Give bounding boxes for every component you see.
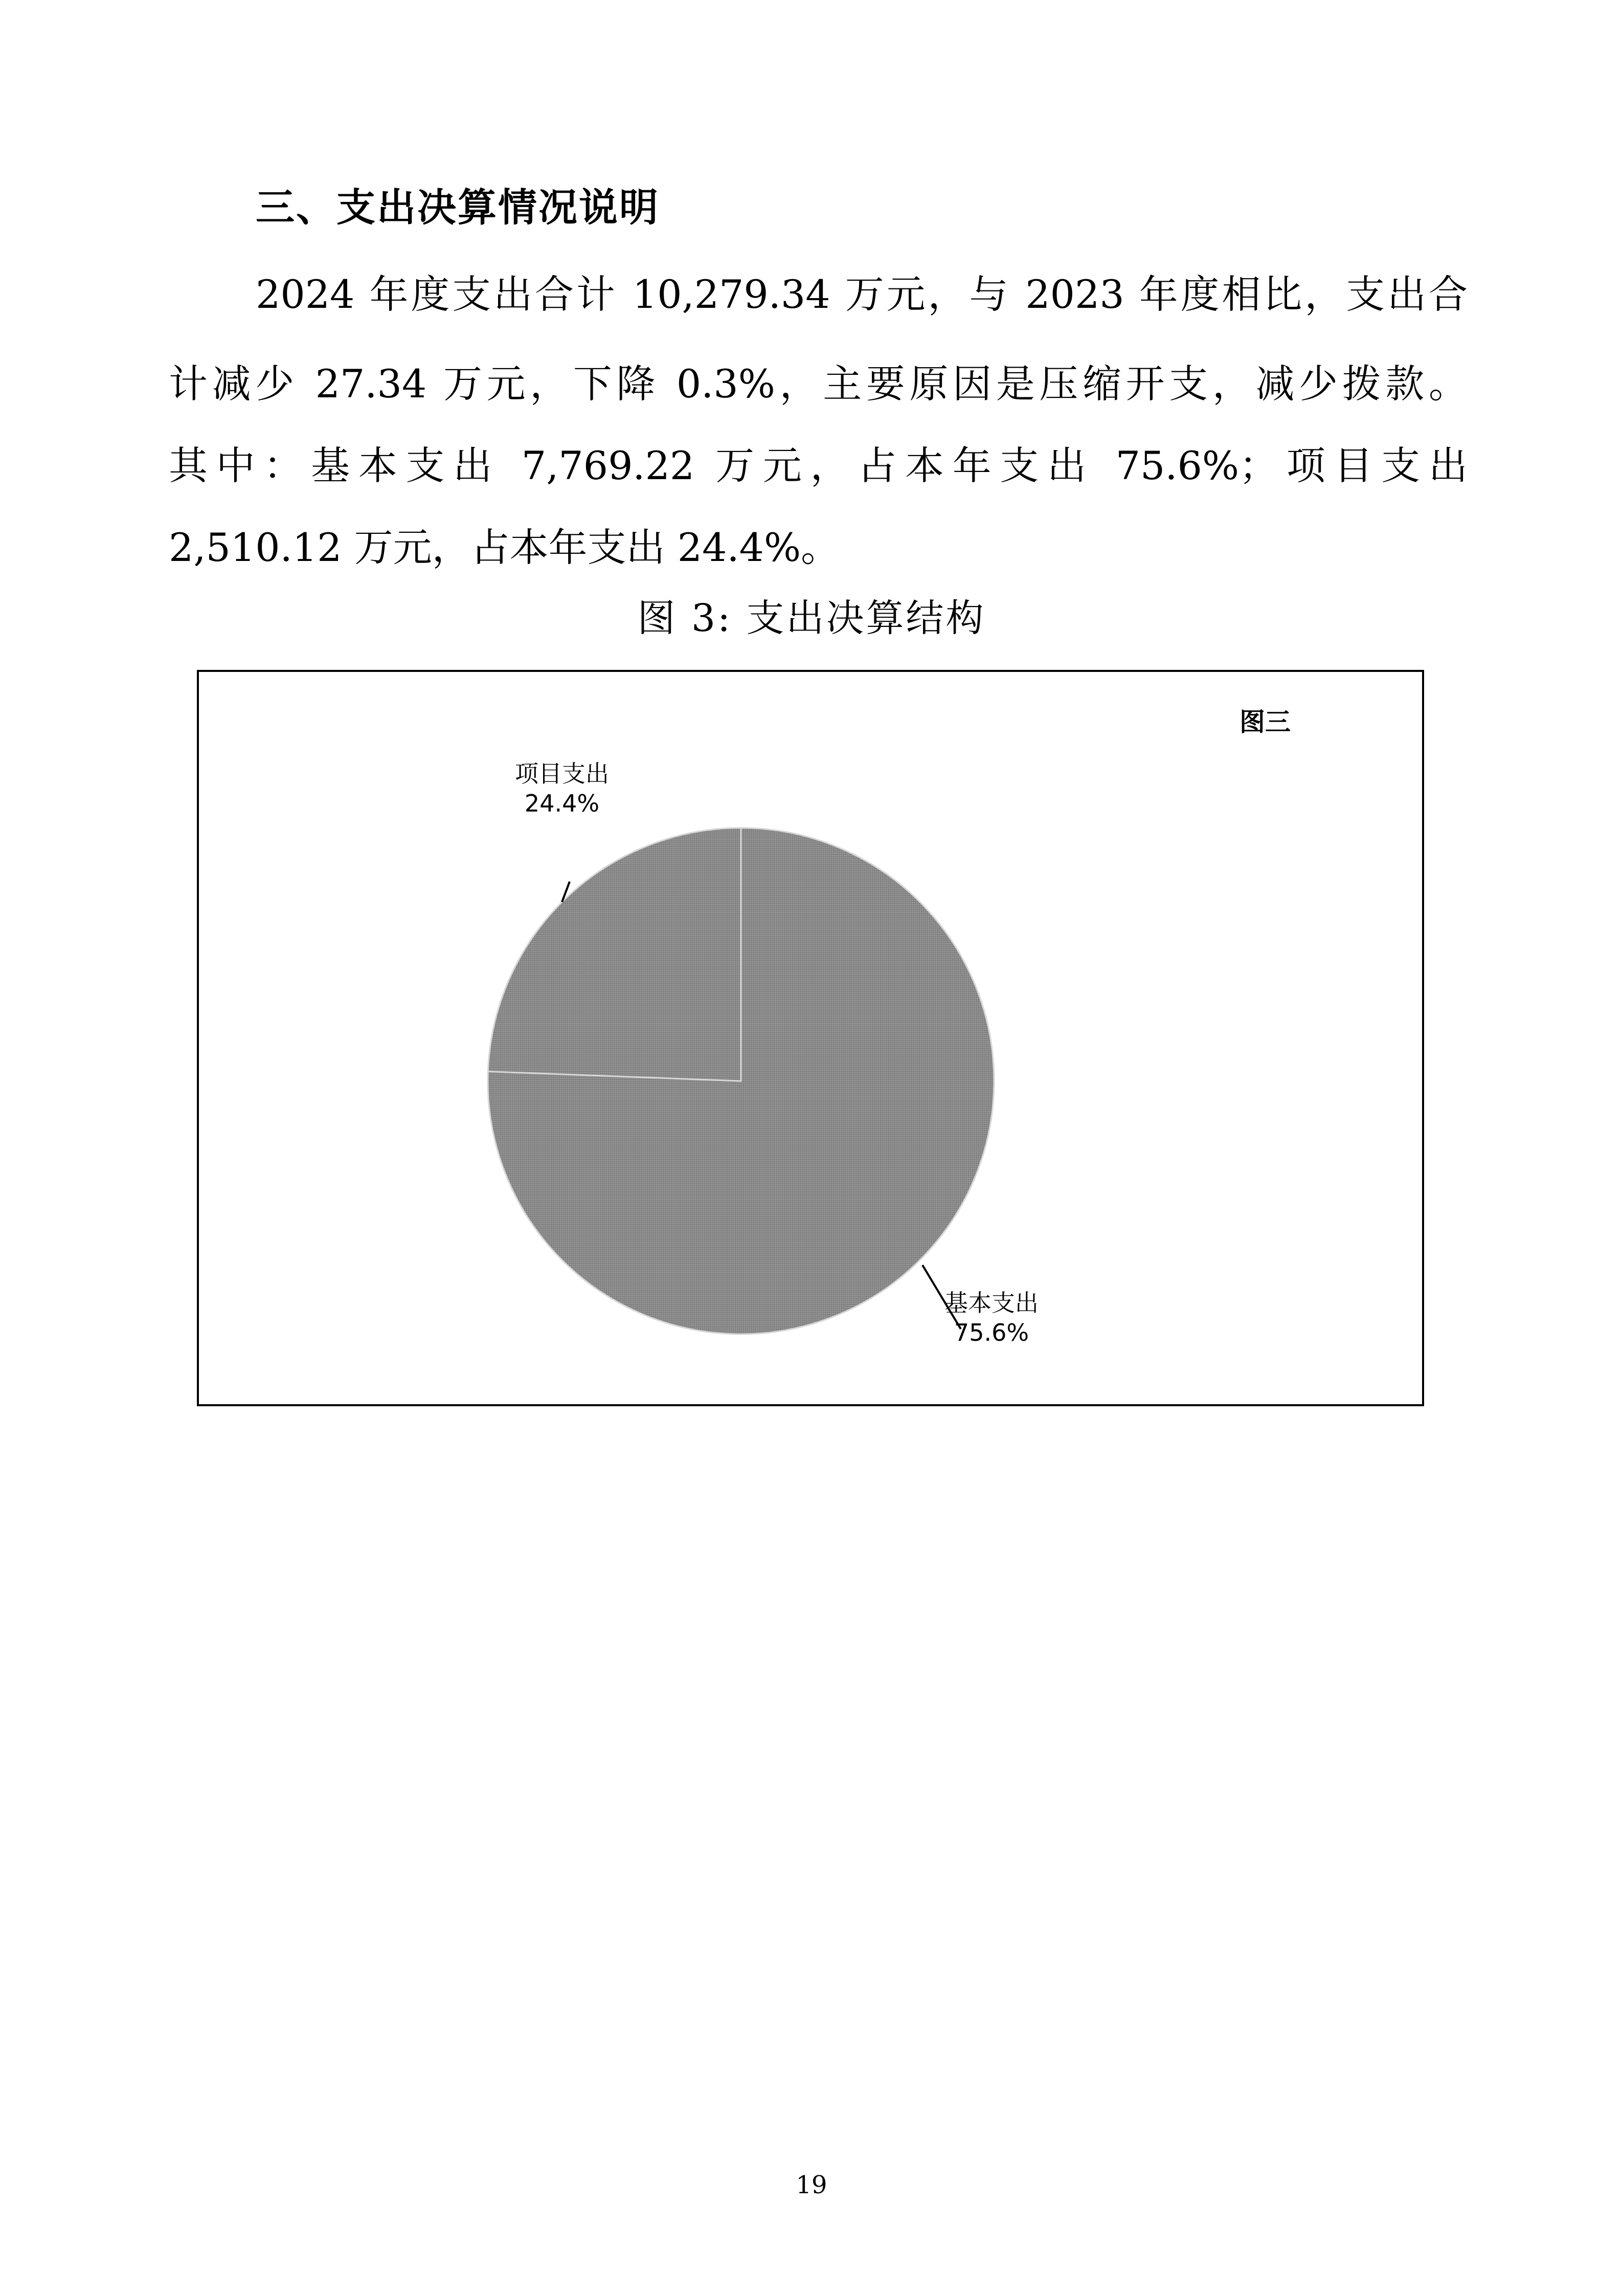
slice-name: 基本支出	[944, 1289, 1039, 1317]
chart-title: 图三	[1239, 707, 1291, 737]
page-number: 19	[796, 2171, 827, 2199]
paragraph-line-3: 其中：基本支出 7,769.22 万元，占本年支出 75.6%；项目支出	[169, 443, 1468, 488]
paragraph-line-1: 2024 年度支出合计 10,279.34 万元，与 2023 年度相比，支出合	[256, 272, 1468, 317]
slice-label-basic	[915, 1288, 1068, 1347]
pie-slice-project	[488, 828, 741, 1081]
paragraph-line-2: 计减少 27.34 万元，下降 0.3%，主要原因是压缩开支，减少拨款。	[169, 361, 1468, 407]
figure-caption: 图 3: 支出决算结构	[637, 596, 986, 640]
slice-percent: 75.6%	[954, 1319, 1029, 1346]
slice-label-project	[485, 759, 639, 818]
section-heading: 三、支出决算情况说明	[256, 185, 660, 230]
paragraph-line-4: 2,510.12 万元，占本年支出 24.4%。	[169, 525, 840, 570]
pie-chart-frame	[197, 670, 1424, 1406]
slice-percent: 24.4%	[524, 790, 600, 817]
pie-chart	[199, 672, 1422, 1404]
slice-name: 项目支出	[515, 760, 609, 787]
